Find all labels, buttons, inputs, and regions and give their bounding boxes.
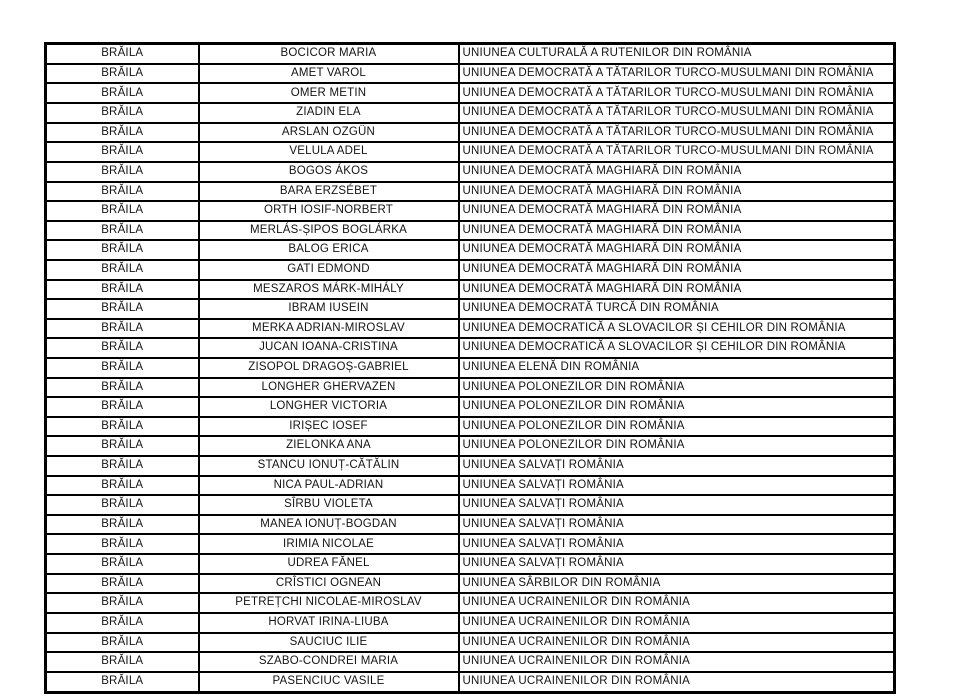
organization-cell: UNIUNEA SALVAȚI ROMÂNIA: [459, 456, 895, 476]
table-row: [46, 299, 895, 319]
candidate-name-cell: SZABO-CONDREI MARIA: [199, 652, 459, 672]
county-cell: BRĂILA: [46, 456, 199, 476]
county-cell: BRĂILA: [46, 123, 199, 143]
candidate-name-cell: MERKA ADRIAN-MIROSLAV: [199, 319, 459, 339]
county-cell: BRĂILA: [46, 378, 199, 398]
county-cell: BRĂILA: [46, 574, 199, 594]
table-row: [46, 64, 895, 84]
organization-cell: UNIUNEA DEMOCRATICĂ A SLOVACILOR ȘI CEHILOR DIN ROMÂNIA: [459, 319, 895, 339]
candidate-name-cell: ARSLAN OZGÜN: [199, 123, 459, 143]
candidate-name-cell: ZIELONKA ANA: [199, 436, 459, 456]
county-cell: BRĂILA: [46, 221, 199, 241]
candidate-name-cell: LONGHER GHERVAZEN: [199, 378, 459, 398]
county-cell: BRĂILA: [46, 613, 199, 633]
candidate-name-cell: SAUCIUC ILIE: [199, 633, 459, 653]
county-cell: BRĂILA: [46, 338, 199, 358]
county-cell: BRĂILA: [46, 201, 199, 221]
candidate-name-cell: ZIADIN ELA: [199, 103, 459, 123]
organization-cell: UNIUNEA UCRAINENILOR DIN ROMÂNIA: [459, 652, 895, 672]
candidate-name-cell: AMET VAROL: [199, 64, 459, 84]
county-cell: BRĂILA: [46, 44, 199, 64]
table-row: [46, 201, 895, 221]
table-row: [46, 44, 895, 64]
county-cell: BRĂILA: [46, 83, 199, 103]
county-cell: BRĂILA: [46, 476, 199, 496]
organization-cell: UNIUNEA SALVAȚI ROMÂNIA: [459, 495, 895, 515]
candidates-table: [44, 42, 896, 694]
candidate-name-cell: MANEA IONUȚ-BOGDAN: [199, 515, 459, 535]
table-row: [46, 221, 895, 241]
organization-cell: UNIUNEA SALVAȚI ROMÂNIA: [459, 554, 895, 574]
county-cell: BRĂILA: [46, 260, 199, 280]
table-row: [46, 319, 895, 339]
organization-cell: UNIUNEA DEMOCRATĂ A TĂTARILOR TURCO-MUSULMANI DIN ROMÂNIA: [459, 64, 895, 84]
table-body: [46, 44, 895, 693]
organization-cell: UNIUNEA SALVAȚI ROMÂNIA: [459, 534, 895, 554]
candidate-name-cell: SÎRBU VIOLETA: [199, 495, 459, 515]
candidate-name-cell: IRIȘEC IOSEF: [199, 417, 459, 437]
candidate-name-cell: BARA ERZSÉBET: [199, 182, 459, 202]
county-cell: BRĂILA: [46, 672, 199, 693]
county-cell: BRĂILA: [46, 515, 199, 535]
candidate-name-cell: ORTH IOSIF-NORBERT: [199, 201, 459, 221]
table-row: [46, 397, 895, 417]
county-cell: BRĂILA: [46, 358, 199, 378]
organization-cell: UNIUNEA POLONEZILOR DIN ROMÂNIA: [459, 397, 895, 417]
table-row: [46, 123, 895, 143]
county-cell: BRĂILA: [46, 593, 199, 613]
organization-cell: UNIUNEA DEMOCRATĂ A TĂTARILOR TURCO-MUSULMANI DIN ROMÂNIA: [459, 142, 895, 162]
county-cell: BRĂILA: [46, 417, 199, 437]
organization-cell: UNIUNEA SALVAȚI ROMÂNIA: [459, 515, 895, 535]
candidate-name-cell: MESZAROS MÁRK-MIHÁLY: [199, 280, 459, 300]
table-row: [46, 436, 895, 456]
table-row: [46, 672, 895, 693]
organization-cell: UNIUNEA DEMOCRATĂ MAGHIARĂ DIN ROMÂNIA: [459, 240, 895, 260]
candidate-name-cell: VELULA ADEL: [199, 142, 459, 162]
table-row: [46, 103, 895, 123]
county-cell: BRĂILA: [46, 64, 199, 84]
organization-cell: UNIUNEA SÂRBILOR DIN ROMÂNIA: [459, 574, 895, 594]
county-cell: BRĂILA: [46, 280, 199, 300]
table-row: [46, 338, 895, 358]
county-cell: BRĂILA: [46, 103, 199, 123]
candidate-name-cell: OMER METIN: [199, 83, 459, 103]
county-cell: BRĂILA: [46, 397, 199, 417]
table-row: [46, 142, 895, 162]
table-row: [46, 240, 895, 260]
candidate-name-cell: BOGOS ÁKOS: [199, 162, 459, 182]
organization-cell: UNIUNEA ELENĂ DIN ROMÂNIA: [459, 358, 895, 378]
county-cell: BRĂILA: [46, 633, 199, 653]
organization-cell: UNIUNEA UCRAINENILOR DIN ROMÂNIA: [459, 633, 895, 653]
organization-cell: UNIUNEA DEMOCRATĂ A TĂTARILOR TURCO-MUSULMANI DIN ROMÂNIA: [459, 103, 895, 123]
candidate-name-cell: JUCAN IOANA-CRISTINA: [199, 338, 459, 358]
organization-cell: UNIUNEA POLONEZILOR DIN ROMÂNIA: [459, 436, 895, 456]
table-row: [46, 280, 895, 300]
organization-cell: UNIUNEA DEMOCRATĂ MAGHIARĂ DIN ROMÂNIA: [459, 182, 895, 202]
county-cell: BRĂILA: [46, 554, 199, 574]
candidate-name-cell: BOCICOR MARIA: [199, 44, 459, 64]
table-row: [46, 417, 895, 437]
candidate-name-cell: MERLÁS-ȘIPOS BOGLÁRKA: [199, 221, 459, 241]
candidate-name-cell: ZISOPOL DRAGOȘ-GABRIEL: [199, 358, 459, 378]
candidate-name-cell: PASENCIUC VASILE: [199, 672, 459, 693]
county-cell: BRĂILA: [46, 652, 199, 672]
candidate-name-cell: PETREȚCHI NICOLAE-MIROSLAV: [199, 593, 459, 613]
table-row: [46, 574, 895, 594]
county-cell: BRĂILA: [46, 495, 199, 515]
organization-cell: UNIUNEA DEMOCRATĂ TURCĂ DIN ROMÂNIA: [459, 299, 895, 319]
candidate-name-cell: BALOG ERICA: [199, 240, 459, 260]
candidate-name-cell: HORVAT IRINA-LIUBA: [199, 613, 459, 633]
table-row: [46, 456, 895, 476]
organization-cell: UNIUNEA SALVAȚI ROMÂNIA: [459, 476, 895, 496]
candidate-name-cell: NICA PAUL-ADRIAN: [199, 476, 459, 496]
organization-cell: UNIUNEA DEMOCRATĂ MAGHIARĂ DIN ROMÂNIA: [459, 221, 895, 241]
candidate-name-cell: STANCU IONUȚ-CĂTĂLIN: [199, 456, 459, 476]
county-cell: BRĂILA: [46, 182, 199, 202]
county-cell: BRĂILA: [46, 436, 199, 456]
county-cell: BRĂILA: [46, 142, 199, 162]
organization-cell: UNIUNEA DEMOCRATĂ MAGHIARĂ DIN ROMÂNIA: [459, 280, 895, 300]
table-row: [46, 260, 895, 280]
candidate-name-cell: GATI EDMOND: [199, 260, 459, 280]
organization-cell: UNIUNEA UCRAINENILOR DIN ROMÂNIA: [459, 593, 895, 613]
county-cell: BRĂILA: [46, 299, 199, 319]
organization-cell: UNIUNEA UCRAINENILOR DIN ROMÂNIA: [459, 613, 895, 633]
candidate-name-cell: CRÎSTICI OGNEAN: [199, 574, 459, 594]
organization-cell: UNIUNEA DEMOCRATĂ MAGHIARĂ DIN ROMÂNIA: [459, 201, 895, 221]
table-row: [46, 613, 895, 633]
table-row: [46, 534, 895, 554]
table-row: [46, 83, 895, 103]
table-row: [46, 652, 895, 672]
candidate-name-cell: UDREA FĂNEL: [199, 554, 459, 574]
table-row: [46, 378, 895, 398]
table-row: [46, 495, 895, 515]
organization-cell: UNIUNEA DEMOCRATĂ MAGHIARĂ DIN ROMÂNIA: [459, 260, 895, 280]
organization-cell: UNIUNEA DEMOCRATĂ MAGHIARĂ DIN ROMÂNIA: [459, 162, 895, 182]
table-row: [46, 554, 895, 574]
county-cell: BRĂILA: [46, 162, 199, 182]
table-row: [46, 515, 895, 535]
table-row: [46, 182, 895, 202]
county-cell: BRĂILA: [46, 240, 199, 260]
county-cell: BRĂILA: [46, 534, 199, 554]
organization-cell: UNIUNEA POLONEZILOR DIN ROMÂNIA: [459, 378, 895, 398]
table-row: [46, 476, 895, 496]
organization-cell: UNIUNEA DEMOCRATĂ A TĂTARILOR TURCO-MUSULMANI DIN ROMÂNIA: [459, 123, 895, 143]
candidate-name-cell: IBRAM IUSEIN: [199, 299, 459, 319]
organization-cell: UNIUNEA POLONEZILOR DIN ROMÂNIA: [459, 417, 895, 437]
county-cell: BRĂILA: [46, 319, 199, 339]
table-row: [46, 162, 895, 182]
table-row: [46, 593, 895, 613]
organization-cell: UNIUNEA UCRAINENILOR DIN ROMÂNIA: [459, 672, 895, 693]
candidate-name-cell: IRIMIA NICOLAE: [199, 534, 459, 554]
organization-cell: UNIUNEA DEMOCRATĂ A TĂTARILOR TURCO-MUSULMANI DIN ROMÂNIA: [459, 83, 895, 103]
table-row: [46, 358, 895, 378]
table-row: [46, 633, 895, 653]
candidate-name-cell: LONGHER VICTORIA: [199, 397, 459, 417]
organization-cell: UNIUNEA CULTURALĂ A RUTENILOR DIN ROMÂNIA: [459, 44, 895, 64]
organization-cell: UNIUNEA DEMOCRATICĂ A SLOVACILOR ȘI CEHILOR DIN ROMÂNIA: [459, 338, 895, 358]
